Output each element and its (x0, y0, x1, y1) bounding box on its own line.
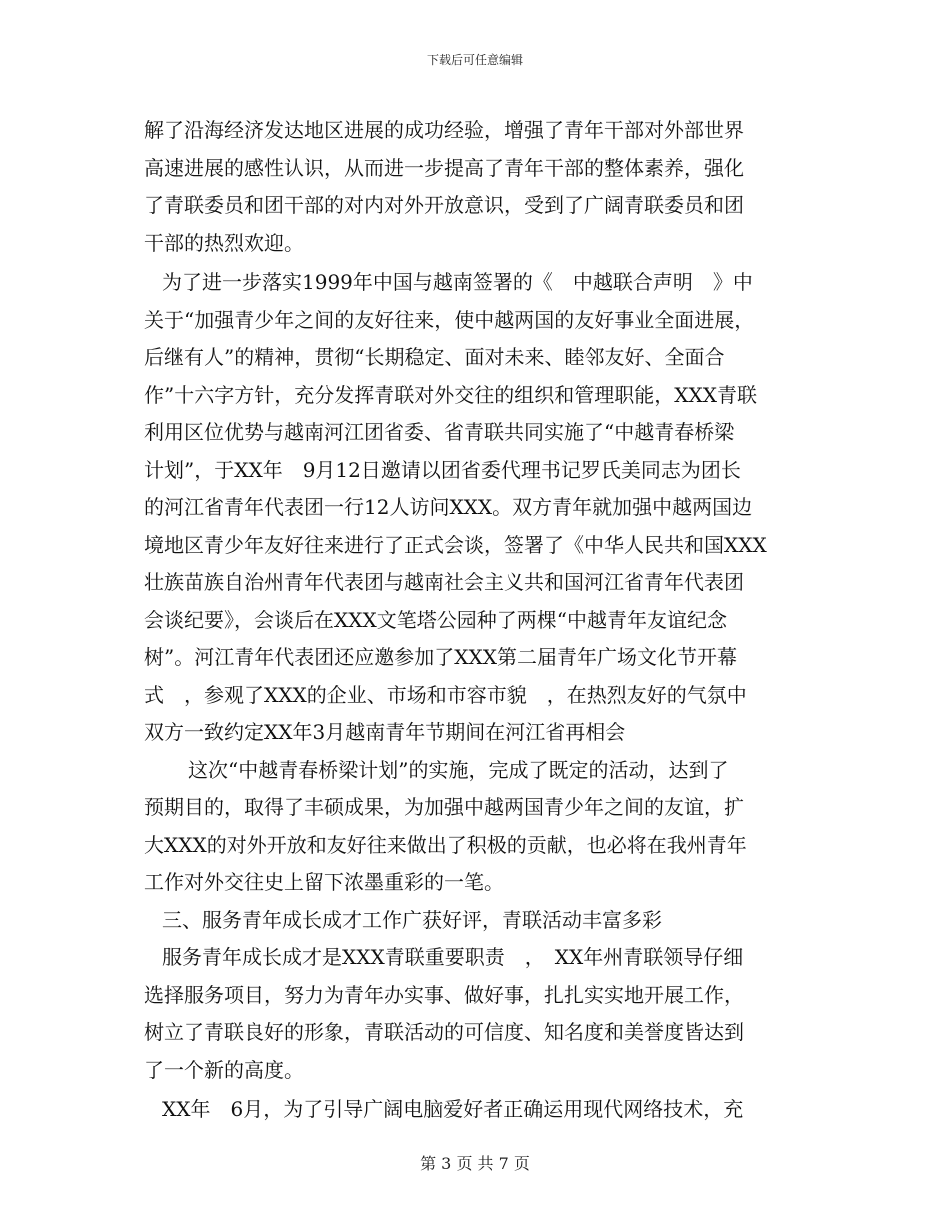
text-line: 高速进展的感性认识，从而进一步提高了青年干部的整体素养，强化 (144, 155, 744, 180)
text-line: 服务青年成长成才是XXX青联重要职责 ， XX年州青联领导仔细 (162, 945, 744, 969)
text-line: 的河江省青年代表团一行12人访问XXX。双方青年就加强中越两国边 (144, 495, 753, 519)
text-line: 境地区青少年友好往来进行了正式会谈，签署了《中华人民共和国XXX (144, 532, 767, 557)
text-line: 为了进一步落实1999年中国与越南签署的《 中越联合声明 》中 (162, 270, 753, 294)
text-line: 计划”，于XX年 9月12日邀请以团省委代理书记罗氏美同志为团长 (144, 457, 741, 482)
text-line: 工作对外交往史上留下浓墨重彩的一笔。 (144, 870, 504, 894)
text-line: 壮族苗族自治州青年代表团与越南社会主义共和国河江省青年代表团 (144, 570, 744, 594)
text-line: 会谈纪要》，会谈后在XXX文笔塔公园种了两棵“中越青年友谊纪念 (144, 607, 727, 632)
text-line: 了青联委员和团干部的对内对外开放意识，受到了广阔青联委员和团 (144, 193, 744, 217)
text-line: 作”十六字方针，充分发挥青联对外交往的组织和管理职能，XXX青联 (144, 382, 757, 407)
page-number-footer: 第 3 页 共 7 页 (420, 1154, 530, 1173)
text-line: 选择服务项目，努力为青年办实事、做好事，扎扎实实地开展工作， (144, 982, 744, 1007)
document-body (144, 112, 814, 1129)
text-line: 树”。河江青年代表团还应邀参加了XXX第二届青年广场文化节开幕 (144, 645, 737, 669)
text-line: 树立了青联良好的形象，青联活动的可信度、知名度和美誉度皆达到 (144, 1020, 744, 1044)
text-line: 后继有人”的精神，贯彻“长期稳定、面对未来、睦邻友好、全面合 (144, 345, 725, 369)
text-line: 预期目的，取得了丰硕成果，为加强中越两国青少年之间的友谊，扩 (144, 795, 744, 819)
text-line: 式 ，参观了XXX的企业、市场和市容市貌 ，在热烈友好的气氛中 (144, 682, 747, 707)
section-heading: 三、服务青年成长成才工作广获好评，青联活动丰富多彩 (162, 907, 662, 932)
text-line: 双方一致约定XX年3月越南青年节期间在河江省再相会 (144, 720, 626, 744)
text-line: 这次“中越青春桥梁计划”的实施，完成了既定的活动，达到了 (188, 757, 729, 782)
text-line: 关于“加强青少年之间的友好往来，使中越两国的友好事业全面进展， (144, 307, 755, 332)
text-line: XX年 6月，为了引导广阔电脑爱好者正确运用现代网络技术，充 (162, 1097, 744, 1121)
text-line: 解了沿海经济发达地区进展的成功经验，增强了青年干部对外部世界 (144, 118, 744, 142)
text-line: 大XXX的对外开放和友好往来做出了积极的贡献，也必将在我州青年 (144, 832, 747, 857)
text-line: 利用区位优势与越南河江团省委、省青联共同实施了“中越青春桥梁 (144, 420, 735, 444)
text-line: 干部的热烈欢迎。 (144, 230, 304, 255)
page-header: 下载后可任意编辑 (426, 53, 523, 67)
text-line: 了一个新的高度。 (144, 1057, 304, 1082)
